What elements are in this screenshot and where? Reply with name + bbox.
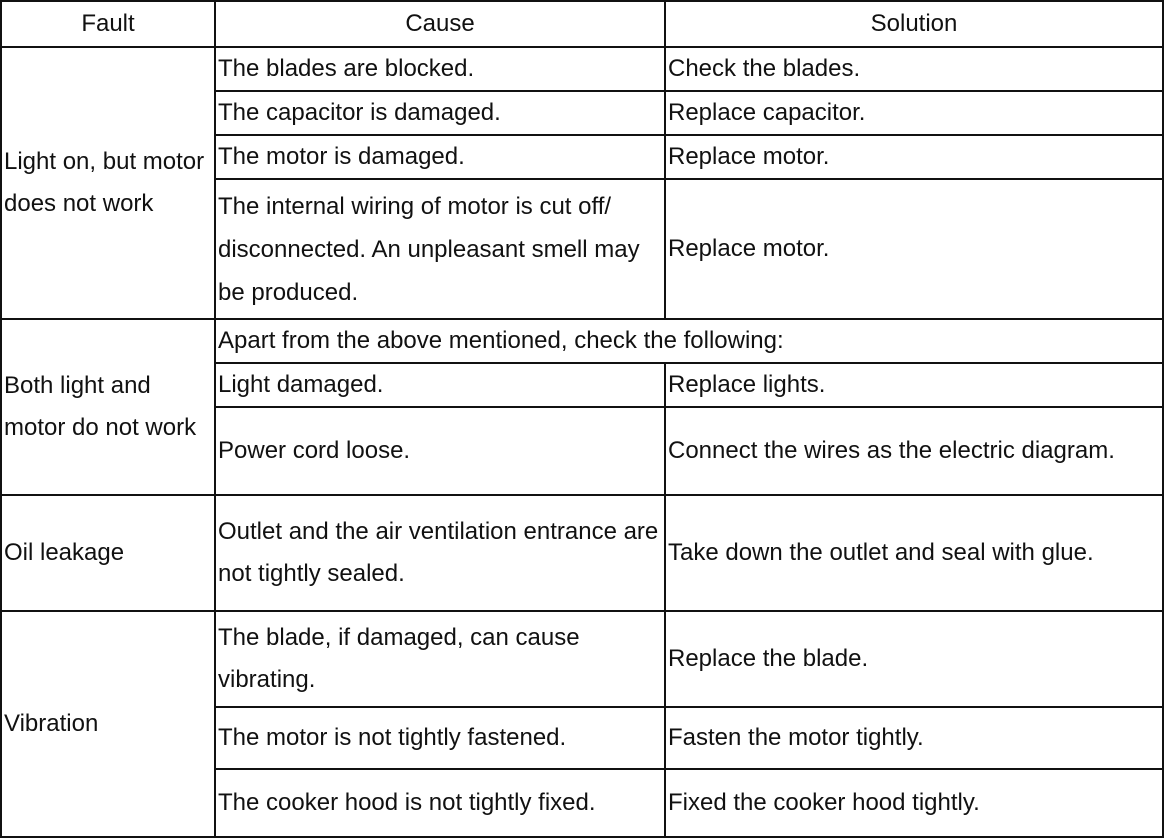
header-cause: Cause <box>215 1 665 47</box>
cause-cell: The cooker hood is not tightly fixed. <box>215 769 665 837</box>
cause-cell: The internal wiring of motor is cut off/ disconnected. An unpleasant smell may be produced. <box>215 179 665 319</box>
header-solution: Solution <box>665 1 1163 47</box>
solution-cell: Take down the outlet and seal with glue. <box>665 495 1163 611</box>
solution-cell: Fixed the cooker hood tightly. <box>665 769 1163 837</box>
cause-cell: Power cord loose. <box>215 407 665 495</box>
solution-cell: Replace capacitor. <box>665 91 1163 135</box>
cause-cell: Light damaged. <box>215 363 665 407</box>
solution-cell: Fasten the motor tightly. <box>665 707 1163 769</box>
solution-cell: Connect the wires as the electric diagram. <box>665 407 1163 495</box>
fault-cell: Light on, but motor does not work <box>1 47 215 319</box>
cause-cell: The blades are blocked. <box>215 47 665 91</box>
fault-cell: Vibration <box>1 611 215 837</box>
note-cell: Apart from the above mentioned, check the following: <box>215 319 1163 363</box>
table-row <box>1 495 1163 611</box>
solution-cell: Replace lights. <box>665 363 1163 407</box>
cause-cell: The capacitor is damaged. <box>215 91 665 135</box>
table-row <box>1 319 1163 363</box>
fault-cell: Oil leakage <box>1 495 215 611</box>
cause-cell: Outlet and the air ventilation entrance are not tightly sealed. <box>215 495 665 611</box>
solution-cell: Replace the blade. <box>665 611 1163 707</box>
cause-cell: The motor is damaged. <box>215 135 665 179</box>
cause-cell: The blade, if damaged, can cause vibrating. <box>215 611 665 707</box>
cause-cell: The motor is not tightly fastened. <box>215 707 665 769</box>
table-row <box>1 47 1163 91</box>
solution-cell: Replace motor. <box>665 135 1163 179</box>
header-fault: Fault <box>1 1 215 47</box>
fault-cell: Both light and motor do not work <box>1 319 215 495</box>
solution-cell: Check the blades. <box>665 47 1163 91</box>
table-row <box>1 611 1163 707</box>
header-row <box>1 1 1163 47</box>
solution-cell: Replace motor. <box>665 179 1163 319</box>
